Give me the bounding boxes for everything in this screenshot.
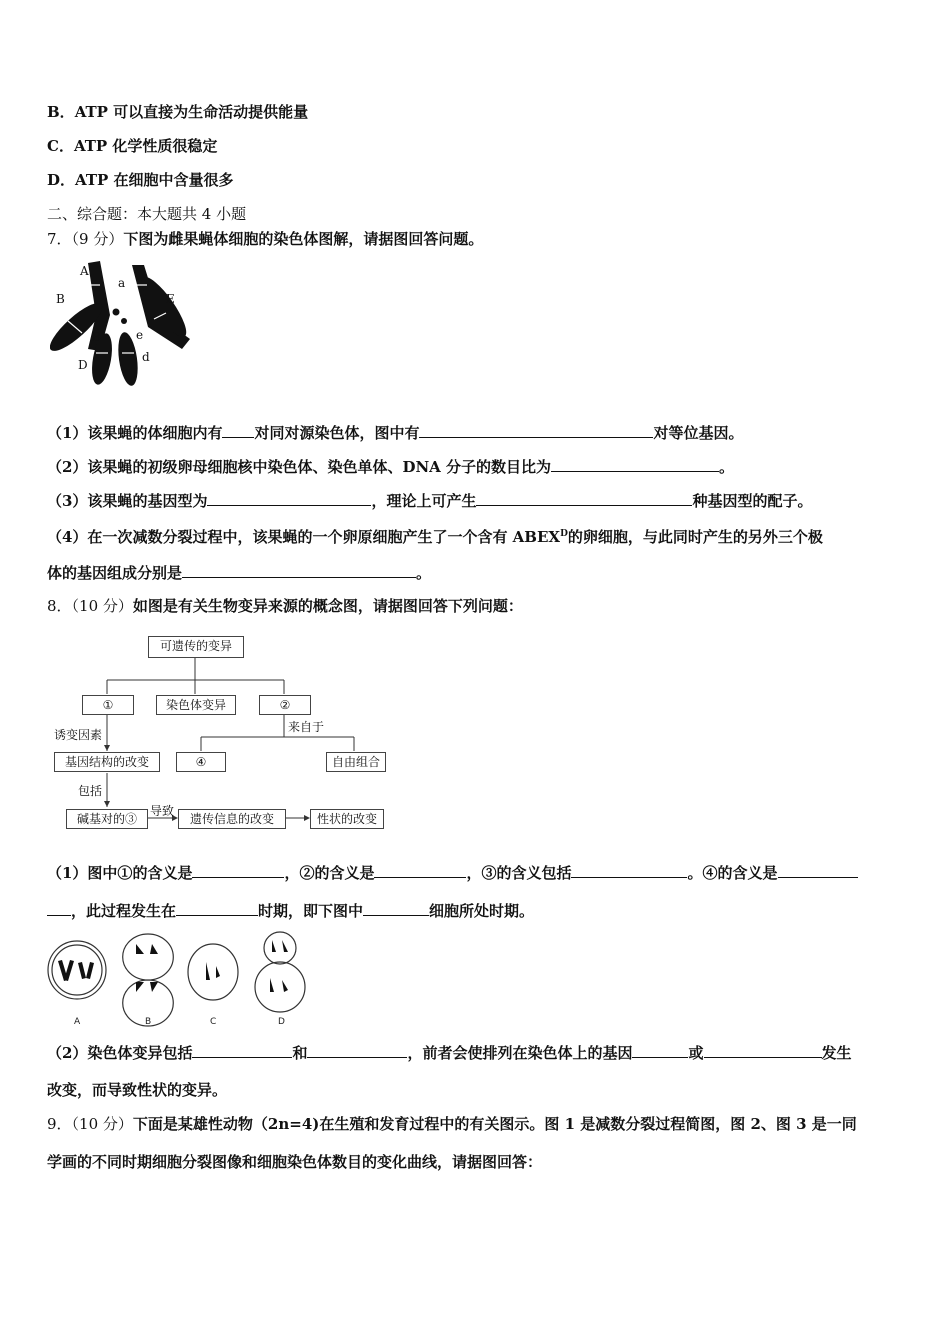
node-2: ②: [259, 695, 311, 715]
label-d: d: [142, 350, 150, 364]
q8-part1-cont: ，此过程发生在 时期，即下图中 细胞所处时期。: [47, 899, 910, 922]
q7-part4-cont: 体的基因组成分别是 。: [47, 561, 910, 584]
cell-a: [48, 941, 106, 999]
q9-stem-cont: 学画的不同时期细胞分裂图像和细胞染色体数目的变化曲线，请据图回答：: [47, 1153, 543, 1171]
label-E: E: [166, 292, 175, 306]
chromosome-dot: [121, 318, 127, 324]
label-mutagen: 诱变因素: [54, 728, 103, 742]
q8-part2-cont: 改变，而导致性状的变异。: [47, 1081, 228, 1099]
label-B2: B: [92, 330, 101, 344]
label-leads-to: 导致: [150, 804, 175, 818]
chromosome-figure: [50, 255, 200, 390]
label-includes: 包括: [78, 784, 103, 798]
option-d: D．ATP 在细胞中含量很多: [47, 171, 234, 189]
node-gene-structure-change: 基因结构的改变: [54, 752, 160, 772]
label-A: A: [80, 264, 89, 278]
label-comes-from: 来自于: [288, 720, 325, 734]
cell-label-C: C: [210, 1017, 217, 1027]
node-base-pair: 碱基对的③: [66, 809, 148, 829]
q7-stem: 7．（9 分）下图为雌果蝇体细胞的染色体图解，请据图回答问题。: [47, 230, 484, 248]
q9-stem: 9．（10 分）下面是某雄性动物（2n=4)在生殖和发育过程中的有关图示。图 1 是减数分裂过程简图，图 2、图 3 是一同: [47, 1115, 857, 1133]
q8-stem: 8．（10 分）如图是有关生物变异来源的概念图，请据图回答下列问题：: [47, 597, 523, 615]
cell-label-D: D: [278, 1017, 285, 1027]
option-c: C．ATP 化学性质很稳定: [47, 137, 218, 155]
node-heritable-variation: 可遗传的变异: [148, 636, 244, 658]
section-title: 二、综合题：本大题共 4 小题: [47, 205, 247, 223]
node-chromosome-variation: 染色体变异: [156, 695, 236, 715]
node-4: ④: [176, 752, 226, 772]
label-D: D: [78, 358, 88, 372]
cell-d-lower: [255, 962, 305, 1012]
node-genetic-info-change: 遗传信息的改变: [178, 809, 286, 829]
label-B: B: [56, 292, 65, 306]
chromosome-dot: [113, 309, 120, 316]
node-free-combination: 自由组合: [326, 752, 386, 772]
cell-c: [188, 944, 238, 1000]
cell-d-upper: [264, 932, 296, 964]
q7-part4: （4）在一次减数分裂过程中，该果蝇的一个卵原细胞产生了一个含有 $ABEX^D$的卵细胞，与此同时产生的另外三个极: [47, 528, 823, 546]
q8-part1: （1）图中①的含义是 ，②的含义是 ，③的含义包括 。④的含义是: [47, 861, 910, 884]
label-e: e: [136, 328, 144, 342]
q8-part2: （2）染色体变异包括 和 ，前者会使排列在染色体上的基因 或 发生: [47, 1041, 910, 1064]
variation-concept-map: [50, 630, 395, 840]
node-trait-change: 性状的改变: [310, 809, 384, 829]
cell-label-B: B: [145, 1017, 152, 1027]
node-1: ①: [82, 695, 134, 715]
cell-division-figure: [40, 930, 320, 1030]
q7-part3: （3）该果蝇的基因型为 ，理论上可产生 种基因型的配子。: [47, 489, 910, 512]
label-a: a: [118, 276, 126, 290]
q7-part1: （1）该果蝇的体细胞内有 对同对源染色体，图中有 对等位基因。: [47, 421, 910, 444]
q7-part2: （2）该果蝇的初级卵母细胞核中染色体、染色单体、DNA 分子的数目比为 。: [47, 455, 910, 478]
option-b: B．ATP 可以直接为生命活动提供能量: [47, 103, 309, 121]
cell-b: [123, 934, 174, 1026]
cell-label-A: A: [74, 1017, 81, 1027]
